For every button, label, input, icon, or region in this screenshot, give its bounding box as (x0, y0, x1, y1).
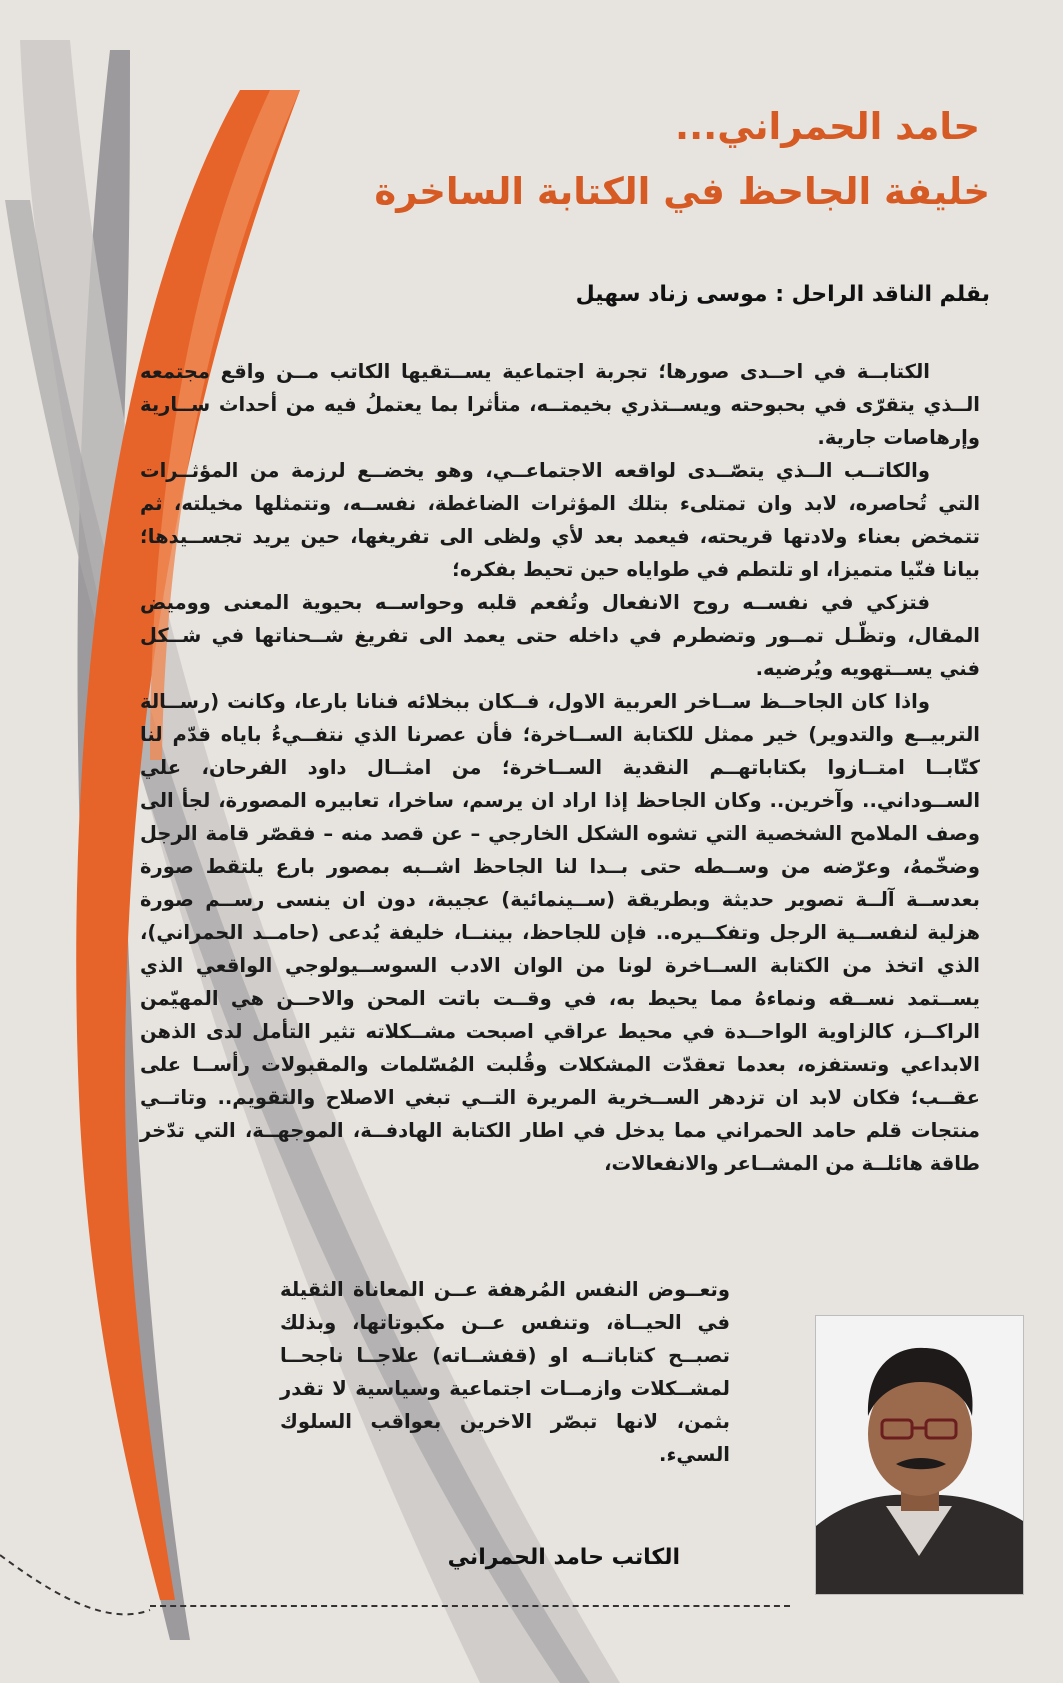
paragraph-5: وتعــوض النفس المُرهفة عــن المعاناة الثقيلة في الحيــاة، وتنفس عــن مكبوتاتها، وبذلك تصبــح كتاباتــه او (قفشــاته) علاجــا ناجحــا لمشــكلات وازمــات اجتماعية وسياسية لا تقدر بثمن، لانها تبصّر الاخرين بعواقب السلوك السيء. (280, 1278, 730, 1466)
paragraph-3: فتزكي في نفســه روح الانفعال وتُفعم قلبه وحواســه بحيوية المعنى ووميض المقال، وتظّـل تمــور وتضطرم في داخله حتى يعمد الى تفريغ شــحناتها في شــكل فني يســتهويه ويُرضيه. (140, 591, 980, 680)
paragraph-1: الكتابــة في احــدى صورها؛ تجربة اجتماعية يســتقيها الكاتب مــن واقع مجتمعه الــذي يتقرّى في بحبوحته ويســتذري بخيمتــه، متأثرا بما يعتملُ فيه من أحداث ســارية وإرهاصات جارية. (140, 360, 980, 449)
author-portrait-icon (816, 1316, 1023, 1594)
photo-caption: الكاتب حامد الحمراني (447, 1545, 680, 1570)
article-title-line1: حامد الحمراني... (675, 105, 980, 148)
article-byline: بقلم الناقد الراحل : موسى زناد سهيل (575, 282, 990, 307)
article-body (140, 355, 980, 1180)
article-title-line2: خليفة الجاحظ في الكتابة الساخرة (374, 170, 990, 213)
paragraph-4: واذا كان الجاحــظ ســاخر العربية الاول، فــكان ببخلائه فنانا بارعا، وكانت (رســالة التربيــع والتدوير) خير ممثل للكتابة الســاخرة؛ فأن عصرنا الذي نتفــيءُ باياه قدّم لنا كتّابــا امتــازوا بكتاباتهــم النقدية الســاخرة؛ من امثــال داود الفرحان، علي الســوداني.. وآخرين.. وكان الجاحظ إذا اراد ان يرسم، ساخرا، تعابيره المصورة، لجأ الى وصف الملامح الشخصية التي تشوه الشكل الخارجي – عن قصد منه – فقصّر قامة الرجل وضخّمهُ، وعرّضه من وســطه حتى بــدا لنا الجاحظ اشــبه بمصور بارع يلتقط صورة بعدســة آلــة تصوير حديثة وبطريقة (ســينمائية) عجيبة، دون ان ينسى رســم صورة هزلية لنفســية الرجل وتفكــيره.. فإن للجاحظ، بيننــا، خليفة يُدعى (حامــد الحمراني)، الذي اتخذ من الكتابة الســاخرة لونا من الوان الادب السوســيولوجي الواقعي الذي يســتمد نســقه ونماءهُ مما يحيط به، في وقــت باتت المحن والاحــن هي المهيّمن الراكــز، كالزاوية الواحــدة في محيط عراقي اصبحت مشــكلاته تثير التأمل لدى الذهن الابداعي وتستفزه، بعدما تعقدّت المشكلات وقُلبت المُسّلمات والمقبولات رأســا على عقــب؛ فكان لابد ان تزدهر الســخرية المريرة التــي تبغي الاصلاح والتقويم.. وتاتــي منتجات قلم حامد الحمراني مما يدخل في اطار الكتابة الهادفــة، الموجهــة، التي تدّخر طاقة هائلــة من المشــاعر والانفعالات، (140, 690, 980, 1175)
bottom-dashed-divider (150, 1605, 790, 1607)
author-photo (815, 1315, 1024, 1595)
paragraph-2: والكاتــب الــذي يتصّــدى لواقعه الاجتماعــي، وهو يخضــع لرزمة من المؤثــرات التي تُحاصره، لابد وان تمتلىء بتلك المؤثرات الضاغطة، نفســه، وتتمثلها مخيلته، ثم تتمخض بعناء ولادتها قريحته، فيعمد بعد لأي ولظى الى تفريغها، حين يريد تجســيدها؛ بيانا فنّيا متميزا، او تلتطم في طواياه حين تحيط بفكره؛ (140, 459, 980, 581)
